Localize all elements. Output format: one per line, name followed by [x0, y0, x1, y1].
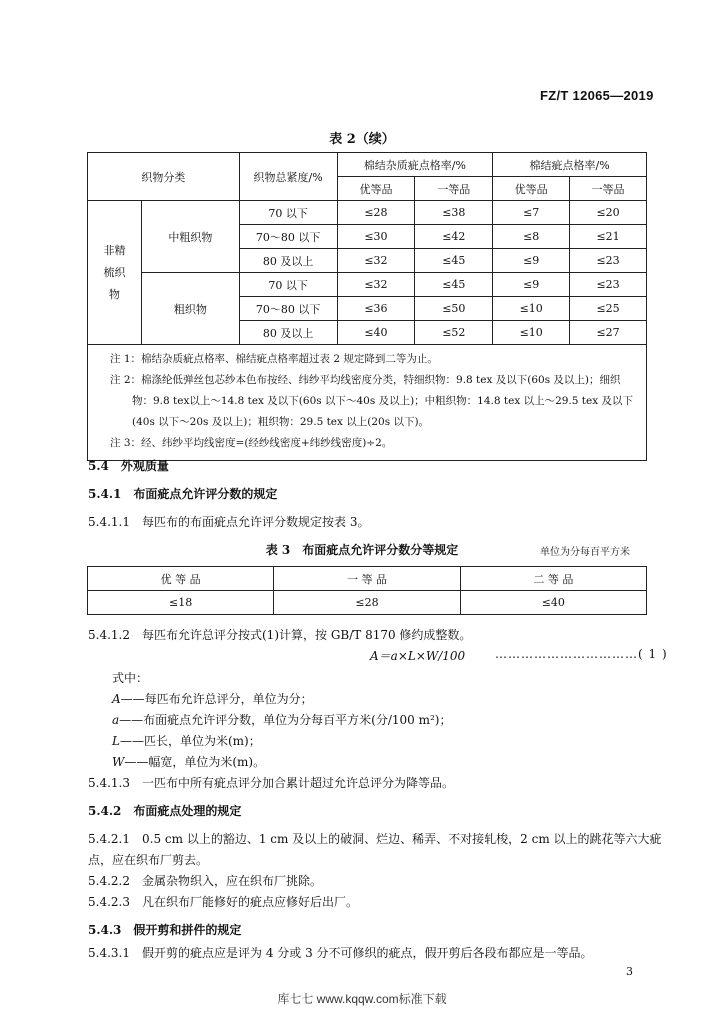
table-cell: ≤20 — [570, 201, 647, 225]
table-cell: ≤36 — [337, 297, 415, 321]
table-cell: ≤9 — [493, 273, 570, 297]
header-tightness: 织物总紧度/% — [239, 153, 337, 201]
table-cell: ≤50 — [415, 297, 493, 321]
clause-5-4-1-2: 5.4.1.2 每匹布允许总评分按式(1)计算，按 GB/T 8170 修约成整数。 — [88, 628, 472, 642]
header-excellent: 优等品 — [493, 177, 570, 201]
section-5-4-1: 5.4.1 布面疵点允许评分数的规定 — [88, 487, 278, 501]
table2-caption: 表 2（续） — [329, 132, 395, 147]
subgroup-label: 中粗织物 — [141, 201, 239, 273]
clause-5-4-1-1: 5.4.1.1 每匹布的布面疵点允许评分数规定按表 3。 — [88, 515, 370, 529]
table3-cell: ≤40 — [460, 591, 646, 615]
table-cell: ≤32 — [337, 249, 415, 273]
header-cotton-knot: 棉结疵点格率/% — [493, 153, 647, 177]
note-2: 注 2：棉涤纶低弹丝包芯纱本色布按经、纬纱平均线密度分类，特细织物：9.8 tex 及以下(60s 及以上)；细织物：9.8 tex以上～14.8 tex 及以下(60s 以下～40s 及以上)；中粗织物：14.8 tex 以上～29.5 tex 及以下(40s 以下～20s 及以上)；粗织物：29.5 tex 以上(20s 以下)。 — [110, 374, 633, 428]
standard-code: FZ/T 12065—2019 — [540, 88, 654, 103]
header-excellent: 优等品 — [337, 177, 415, 201]
table-cell: ≤23 — [570, 273, 647, 297]
clause-5-4-1-3: 5.4.1.3 一匹布中所有疵点评分加合累计超过允许总评分为降等品。 — [88, 776, 455, 790]
table-cell: 70～80 以下 — [239, 297, 337, 321]
definition-a-points: a——布面疵点允许评分数，单位为分每百平方米(分/100 m²)； — [112, 713, 452, 727]
table-cell: ≤21 — [570, 225, 647, 249]
formula-1: A＝a×L×W/100 — [370, 649, 466, 663]
table3-caption: 表 3 布面疵点允许评分数分等规定 — [265, 543, 459, 557]
page-number: 3 — [626, 965, 633, 978]
table3-header: 优 等 品 — [88, 567, 274, 591]
table-cell: ≤7 — [493, 201, 570, 225]
table-cell: ≤10 — [493, 297, 570, 321]
table-cell: ≤32 — [337, 273, 415, 297]
table-cell: ≤8 — [493, 225, 570, 249]
note-1: 注 1：棉结杂质疵点格率、棉结疵点格率超过表 2 规定降到二等为止。 — [110, 353, 438, 365]
table-cell: ≤45 — [415, 249, 493, 273]
section-5-4-2: 5.4.2 布面疵点处理的规定 — [88, 804, 242, 818]
table-cell: ≤42 — [415, 225, 493, 249]
table3 — [87, 566, 647, 615]
clause-5-4-3-1: 5.4.3.1 假开剪的疵点应是评为 4 分或 3 分不可修织的疵点，假开剪后各段布都应是一等品。 — [88, 946, 593, 960]
table3-unit: 单位为分每百平方米 — [540, 547, 630, 558]
header-category: 织物分类 — [88, 153, 240, 201]
header-cotton-impurity: 棉结杂质疵点格率/% — [337, 153, 493, 177]
table2-notes — [88, 345, 647, 461]
table-cell: ≤52 — [415, 321, 493, 345]
clause-5-4-2-3: 5.4.2.3 凡在织布厂能修好的疵点应修好后出厂。 — [88, 895, 359, 909]
table-cell: ≤38 — [415, 201, 493, 225]
header-first: 一等品 — [570, 177, 647, 201]
table-cell: ≤23 — [570, 249, 647, 273]
definition-a-total: A——每匹布允许总评分，单位为分； — [112, 692, 313, 706]
table-cell: ≤9 — [493, 249, 570, 273]
table-cell: ≤10 — [493, 321, 570, 345]
table-cell: ≤25 — [570, 297, 647, 321]
table3-header: 二 等 品 — [460, 567, 646, 591]
header-first: 一等品 — [415, 177, 493, 201]
definition-length: L——匹长，单位为米(m)； — [112, 734, 261, 748]
table-cell: 80 及以上 — [239, 249, 337, 273]
table-cell: ≤45 — [415, 273, 493, 297]
table-cell: ≤27 — [570, 321, 647, 345]
table3-cell: ≤28 — [274, 591, 460, 615]
clause-5-4-2-2: 5.4.2.2 金属杂物织入，应在织布厂挑除。 — [88, 874, 323, 888]
table-cell: ≤28 — [337, 201, 415, 225]
table-cell: ≤30 — [337, 225, 415, 249]
clause-5-4-2-1: 5.4.2.1 0.5 cm 以上的豁边、1 cm 及以上的破洞、烂边、稀弄、不对接轧梭，2 cm 以上的跳花等六大疵 — [88, 832, 662, 846]
definition-width: W——幅宽，单位为米(m)。 — [112, 755, 266, 769]
table3-cell: ≤18 — [88, 591, 274, 615]
where-label: 式中： — [112, 671, 149, 685]
note-3: 注 3：经、纬纱平均线密度=(经纱线密度+纬纱线密度)÷2。 — [110, 437, 393, 449]
footer-watermark: 库七七 www.kqqw.com标准下载 — [277, 992, 447, 1006]
table-cell: 80 及以上 — [239, 321, 337, 345]
table-cell: 70～80 以下 — [239, 225, 337, 249]
equation-number: ……………………………( 1 ) — [495, 647, 668, 661]
section-5-4: 5.4 外观质量 — [88, 459, 169, 473]
subgroup-label: 粗织物 — [141, 273, 239, 345]
table-cell: ≤40 — [337, 321, 415, 345]
section-5-4-3: 5.4.3 假开剪和拼件的规定 — [88, 923, 242, 937]
table-cell: 70 以下 — [239, 273, 337, 297]
table-cell: 70 以下 — [239, 201, 337, 225]
clause-5-4-2-1-cont: 点，应在织布厂剪去。 — [88, 853, 209, 867]
table3-header: 一 等 品 — [274, 567, 460, 591]
table2 — [87, 152, 647, 461]
group-label: 非精梳织物 — [88, 201, 142, 345]
